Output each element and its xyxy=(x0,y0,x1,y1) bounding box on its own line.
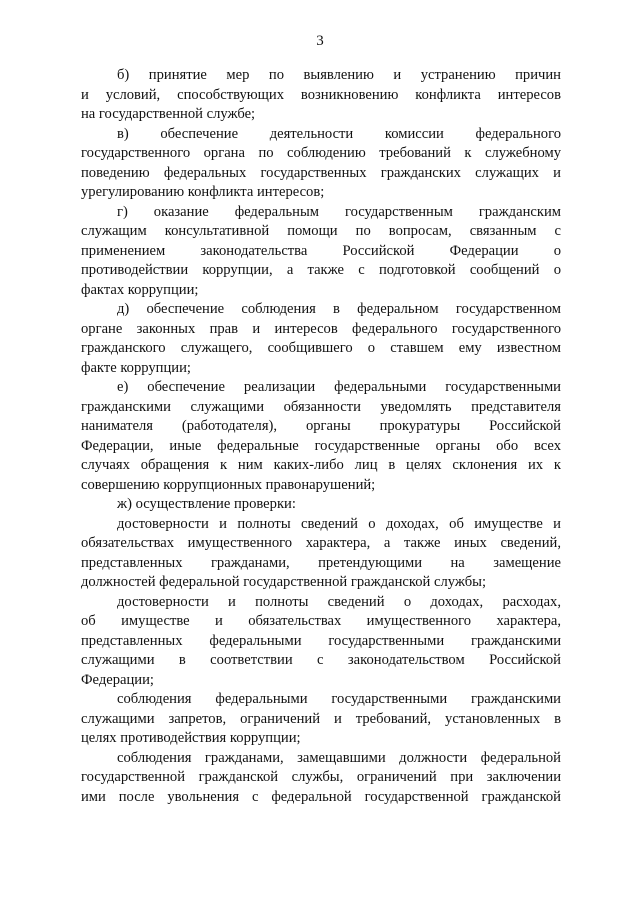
text-line: должностей федеральной государственной гражданской службы; xyxy=(81,574,487,590)
text-line: достоверности и полноты сведений о доходах, об имуществе и xyxy=(117,515,561,532)
text-line: в) обеспечение деятельности комиссии федерального xyxy=(117,125,561,142)
text-line: об имуществе и обязательствах имущественного характера, xyxy=(81,613,561,629)
text-line: Федерации; xyxy=(81,671,154,688)
text-line: б) принятие мер по выявлению и устранению причин xyxy=(117,67,561,83)
text-line: фактах коррупции; xyxy=(81,281,199,298)
text-line: гражданского служащего, сообщившего о ставшем ему известном xyxy=(81,340,561,356)
text-line: гражданскими служащими обязанности уведомлять представителя xyxy=(81,398,561,415)
page-number: 3 xyxy=(316,33,324,49)
text-line: совершению коррупционных правонарушений; xyxy=(81,476,376,493)
text-line: д) обеспечение соблюдения в федеральном государственном xyxy=(117,301,561,317)
text-line: и условий, способствующих возникновению конфликта интересов xyxy=(81,86,561,103)
text-line: нанимателя (работодателя), органы прокуратуры Российской xyxy=(81,418,561,434)
text-line: применением законодательства Российской Федерации о xyxy=(81,242,561,259)
text-line: ими после увольнения с федеральной государственной гражданской xyxy=(81,788,561,805)
text-line: служащими запретов, ограничений и требований, установленных в xyxy=(81,710,561,727)
text-line: соблюдения федеральными государственными гражданскими xyxy=(117,691,561,707)
text-line: Федерации, иные федеральные государственные органы обо всех xyxy=(81,437,561,454)
text-line: органе законных прав и интересов федерального государственного xyxy=(81,320,561,337)
text-line: е) обеспечение реализации федеральными государственными xyxy=(117,379,561,395)
text-line: противодействии коррупции, а также с подготовкой сообщений о xyxy=(81,262,561,278)
text-line: поведению федеральных государственных гражданских служащих и xyxy=(81,164,561,181)
text-line: государственного органа по соблюдению требований к служебному xyxy=(81,145,561,161)
text-line: случаях обращения к ним каких-либо лиц в целях склонения их к xyxy=(81,457,561,473)
text-line: государственной гражданской службы, ограничений при заключении xyxy=(81,769,561,785)
text-line: урегулированию конфликта интересов; xyxy=(81,184,325,200)
text-line: факте коррупции; xyxy=(81,359,191,376)
text-line: целях противодействия коррупции; xyxy=(81,730,301,746)
text-line: служащими в соответствии с законодательством Российской xyxy=(81,652,561,668)
text-line: обязательствах имущественного характера, а также иных сведений, xyxy=(81,535,561,551)
text-line: достоверности и полноты сведений о доходах, расходах, xyxy=(117,593,561,610)
text-line: представленных федеральными государственными гражданскими xyxy=(81,632,561,649)
text-line: ж) осуществление проверки: xyxy=(117,496,296,512)
body-text xyxy=(81,66,561,807)
text-line: представленных гражданами, претендующими на замещение xyxy=(81,554,561,571)
text-line: г) оказание федеральным государственным гражданским xyxy=(117,203,561,220)
text-line: на государственной службе; xyxy=(81,106,256,122)
text-line: служащим консультативной помощи по вопросам, связанным с xyxy=(81,223,561,239)
text-line: соблюдения гражданами, замещавшими должности федеральной xyxy=(117,749,561,766)
